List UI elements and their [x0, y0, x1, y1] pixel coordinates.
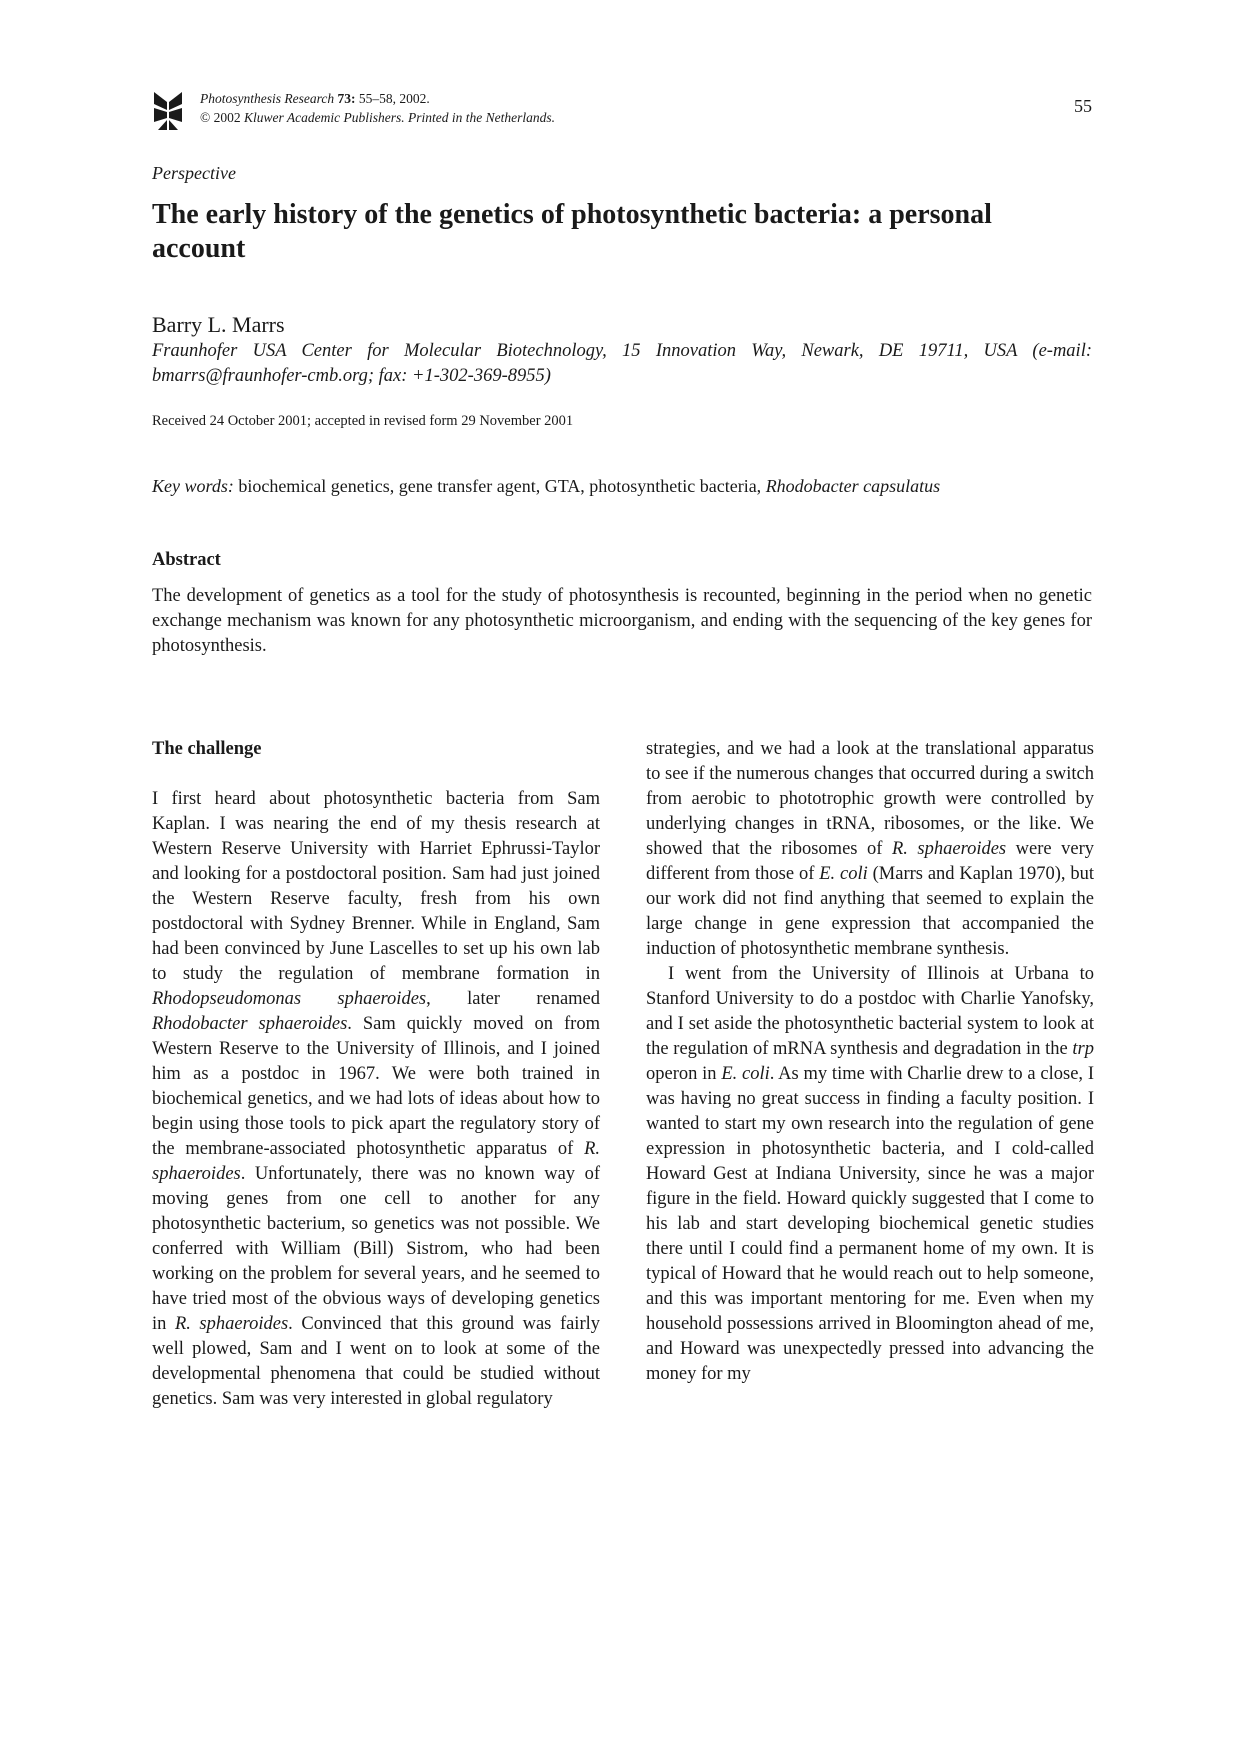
body-column-left	[152, 737, 600, 1412]
author-name: Barry L. Marrs	[152, 312, 285, 337]
kluwer-logo-icon	[152, 90, 184, 132]
article-title: The early history of the genetics of photosynthetic bacteria: a personal account	[152, 199, 992, 264]
article-type: Perspective	[152, 163, 236, 183]
journal-header	[152, 86, 1092, 132]
abstract-heading: Abstract	[152, 550, 221, 570]
keywords-species: Rhodobacter capsulatus	[765, 476, 941, 496]
copyright-year: © 2002	[200, 110, 241, 125]
journal-volume: 73:	[337, 91, 356, 106]
printed-in: Printed in the Netherlands.	[408, 110, 555, 125]
abstract-text: The development of genetics as a tool for the study of photosynthesis is recounted, beginning in the period when no genetic exchange mechanism was known for any photosynthetic microorganism, and ending with the sequencing of the key genes for photosynthesis.	[152, 586, 1092, 656]
section-heading: The challenge	[152, 739, 262, 759]
received-dates: Received 24 October 2001; accepted in revised form 29 November 2001	[152, 413, 574, 429]
body-column-right	[646, 737, 1094, 1387]
body-paragraph: I went from the University of Illinois at Urbana to Stanford University to do a postdoc with Charlie Yanofsky, and I set aside the photosynthetic bacterial system to look at the regulation of mRNA synthesis and degradation in the trp operon in E. coli. As my time with Charlie drew to a close, I was having no great success in finding a faculty position. I wanted to start my own research into the regulation of gene expression in photosynthetic bacteria, and I cold-called Howard Gest at Indiana University, since he was a major figure in the field. Howard quickly suggested that I come to his lab and start developing biochemical genetic studies there until I could find a permanent home of my own. It is typical of Howard that he would reach out to help someone, and this was important mentoring for me. Even when my household possessions arrived in Bloomington ahead of me, and Howard was unexpectedly pressed into advancing the money for my	[646, 964, 1094, 1384]
author-affiliation: Fraunhofer USA Center for Molecular Biotechnology, 15 Innovation Way, Newark, DE 19711, USA (e-mail: bmarrs@fraunhofer-cmb.org; fax: +1-302-369-8955)	[152, 341, 1092, 386]
body-paragraph: I first heard about photosynthetic bacteria from Sam Kaplan. I was nearing the end of my thesis research at Western Reserve University with Harriet Ephrussi-Taylor and looking for a postdoctoral position. Sam had just joined the Western Reserve faculty, fresh from his own postdoctoral with Sydney Brenner. While in England, Sam had been convinced by June Lascelles to set up his own lab to study the regulation of membrane formation in Rhodopseudomonas sphaeroides, later renamed Rhodobacter sphaeroides. Sam quickly moved on from Western Reserve to the University of Illinois, and I joined him as a postdoc in 1967. We were both trained in biochemical genetics, and we had lots of ideas about how to begin using those tools to pick apart the regulatory story of the membrane-associated photosynthetic apparatus of R. sphaeroides. Unfortunately, there was no known way of moving genes from one cell to another for any photosynthetic bacterium, so genetics was not possible. We conferred with William (Bill) Sistrom, who had been working on the problem for several years, and he seemed to have tried most of the obvious ways of developing genetics in R. sphaeroides. Convinced that this ground was fairly well plowed, Sam and I went on to look at some of the developmental phenomena that could be studied without genetics. Sam was very interested in global regulatory	[152, 789, 601, 1409]
publisher: Kluwer Academic Publishers.	[244, 110, 405, 125]
page-number: 55	[1074, 96, 1092, 116]
journal-pages-year: 55–58, 2002.	[358, 91, 430, 106]
journal-citation	[200, 89, 555, 127]
journal-name: Photosynthesis Research	[200, 91, 335, 106]
body-paragraph-continued: strategies, and we had a look at the translational apparatus to see if the numerous changes that occurred during a switch from aerobic to phototrophic growth were controlled by underlying changes in tRNA, ribosomes, or the like. We showed that the ribosomes of R. sphaeroides were very different from those of E. coli (Marrs and Kaplan 1970), but our work did not find anything that seemed to explain the large change in gene expression that accompanied the induction of photosynthetic membrane synthesis.	[646, 739, 1095, 959]
keywords	[152, 476, 1092, 497]
keywords-list: biochemical genetics, gene transfer agent, GTA, photosynthetic bacteria,	[238, 476, 762, 496]
keywords-label: Key words:	[152, 476, 234, 496]
